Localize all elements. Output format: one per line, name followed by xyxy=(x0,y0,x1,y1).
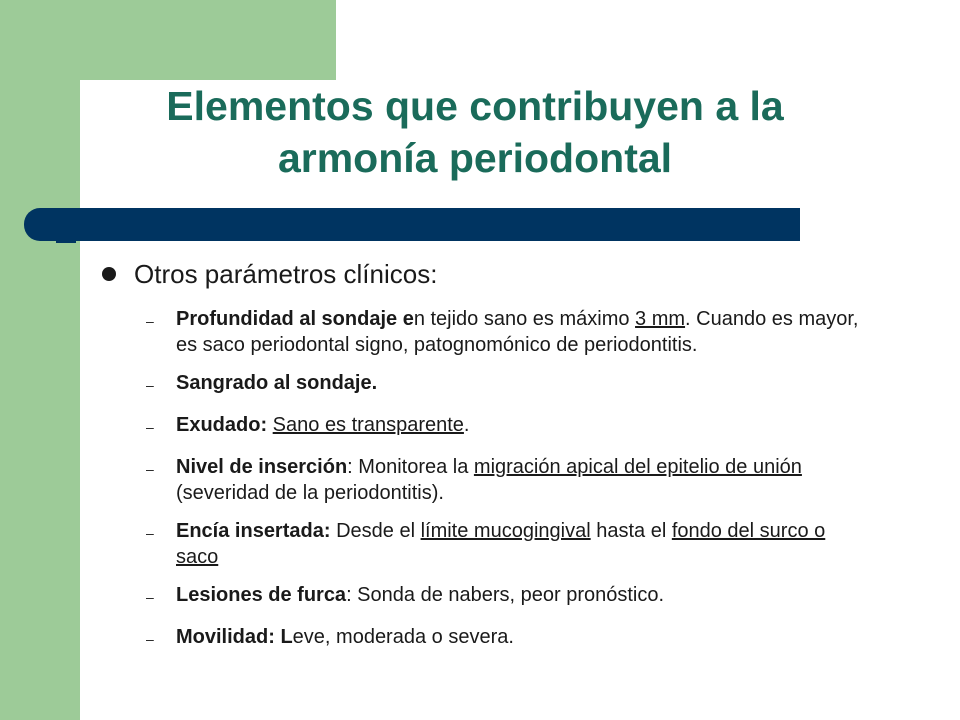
dash-marker: – xyxy=(146,461,154,477)
item-desc: n tejido sano es máximo xyxy=(413,308,636,330)
left-green-band xyxy=(0,0,80,720)
underlined-text: 3 mm xyxy=(635,308,686,330)
item-text xyxy=(176,370,866,400)
list-item xyxy=(146,518,866,570)
top-green-block xyxy=(80,0,336,80)
item-text xyxy=(176,306,866,358)
item-text xyxy=(176,624,866,654)
list-item xyxy=(146,582,866,612)
item-desc: : Sonda de nabers, peor pronóstico. xyxy=(346,584,665,606)
underlined-text: límite mucogingival xyxy=(420,520,591,542)
underlined-text: fondo del surco o saco xyxy=(176,520,826,568)
item-term: Lesiones de furca xyxy=(176,584,347,606)
dash-marker: – xyxy=(146,631,154,647)
title-line-1: Elementos que contribuyen a la xyxy=(166,83,784,129)
item-term: Profundidad al sondaje e xyxy=(176,308,414,330)
item-text xyxy=(176,582,866,612)
underlined-text: Sano es transparente xyxy=(272,414,464,436)
dash-marker: – xyxy=(146,525,154,541)
item-desc: . xyxy=(463,414,470,436)
bullet-dot-icon xyxy=(102,267,116,281)
underlined-text: migración apical del epitelio de unión xyxy=(473,456,802,478)
list-item xyxy=(146,454,866,506)
item-term: Encía insertada: xyxy=(176,520,331,542)
item-term: Exudado: xyxy=(176,414,273,436)
item-text xyxy=(176,518,866,570)
dash-marker: – xyxy=(146,419,154,435)
list-item xyxy=(146,306,866,358)
item-term: Nivel de inserción xyxy=(176,456,348,478)
item-desc: . Cuando es mayor, es saco periodontal signo, patognomónico de periodontitis. xyxy=(176,308,859,356)
item-desc: eve, moderada o severa. xyxy=(292,626,514,648)
slide-title xyxy=(90,80,860,184)
item-term: Sangrado al sondaje. xyxy=(176,372,378,394)
divider-underline xyxy=(56,240,76,243)
list-item xyxy=(146,624,866,654)
title-line-2: armonía periodontal xyxy=(277,135,673,181)
list-item xyxy=(146,370,866,400)
item-term: Movilidad: L xyxy=(176,626,293,648)
main-bullet-text: Otros parámetros clínicos: xyxy=(134,259,438,289)
dash-marker: – xyxy=(146,313,154,329)
parameter-list xyxy=(146,306,866,666)
item-desc: : Monitorea la xyxy=(347,456,474,478)
list-item xyxy=(146,412,866,442)
item-desc: (severidad de la periodontitis). xyxy=(176,482,444,504)
dash-marker: – xyxy=(146,589,154,605)
title-divider-bar xyxy=(24,208,800,241)
item-text xyxy=(176,412,866,442)
item-text xyxy=(176,454,866,506)
item-desc: Desde el xyxy=(330,520,421,542)
dash-marker: – xyxy=(146,377,154,393)
main-bullet xyxy=(102,252,437,296)
item-desc: hasta el xyxy=(590,520,672,542)
